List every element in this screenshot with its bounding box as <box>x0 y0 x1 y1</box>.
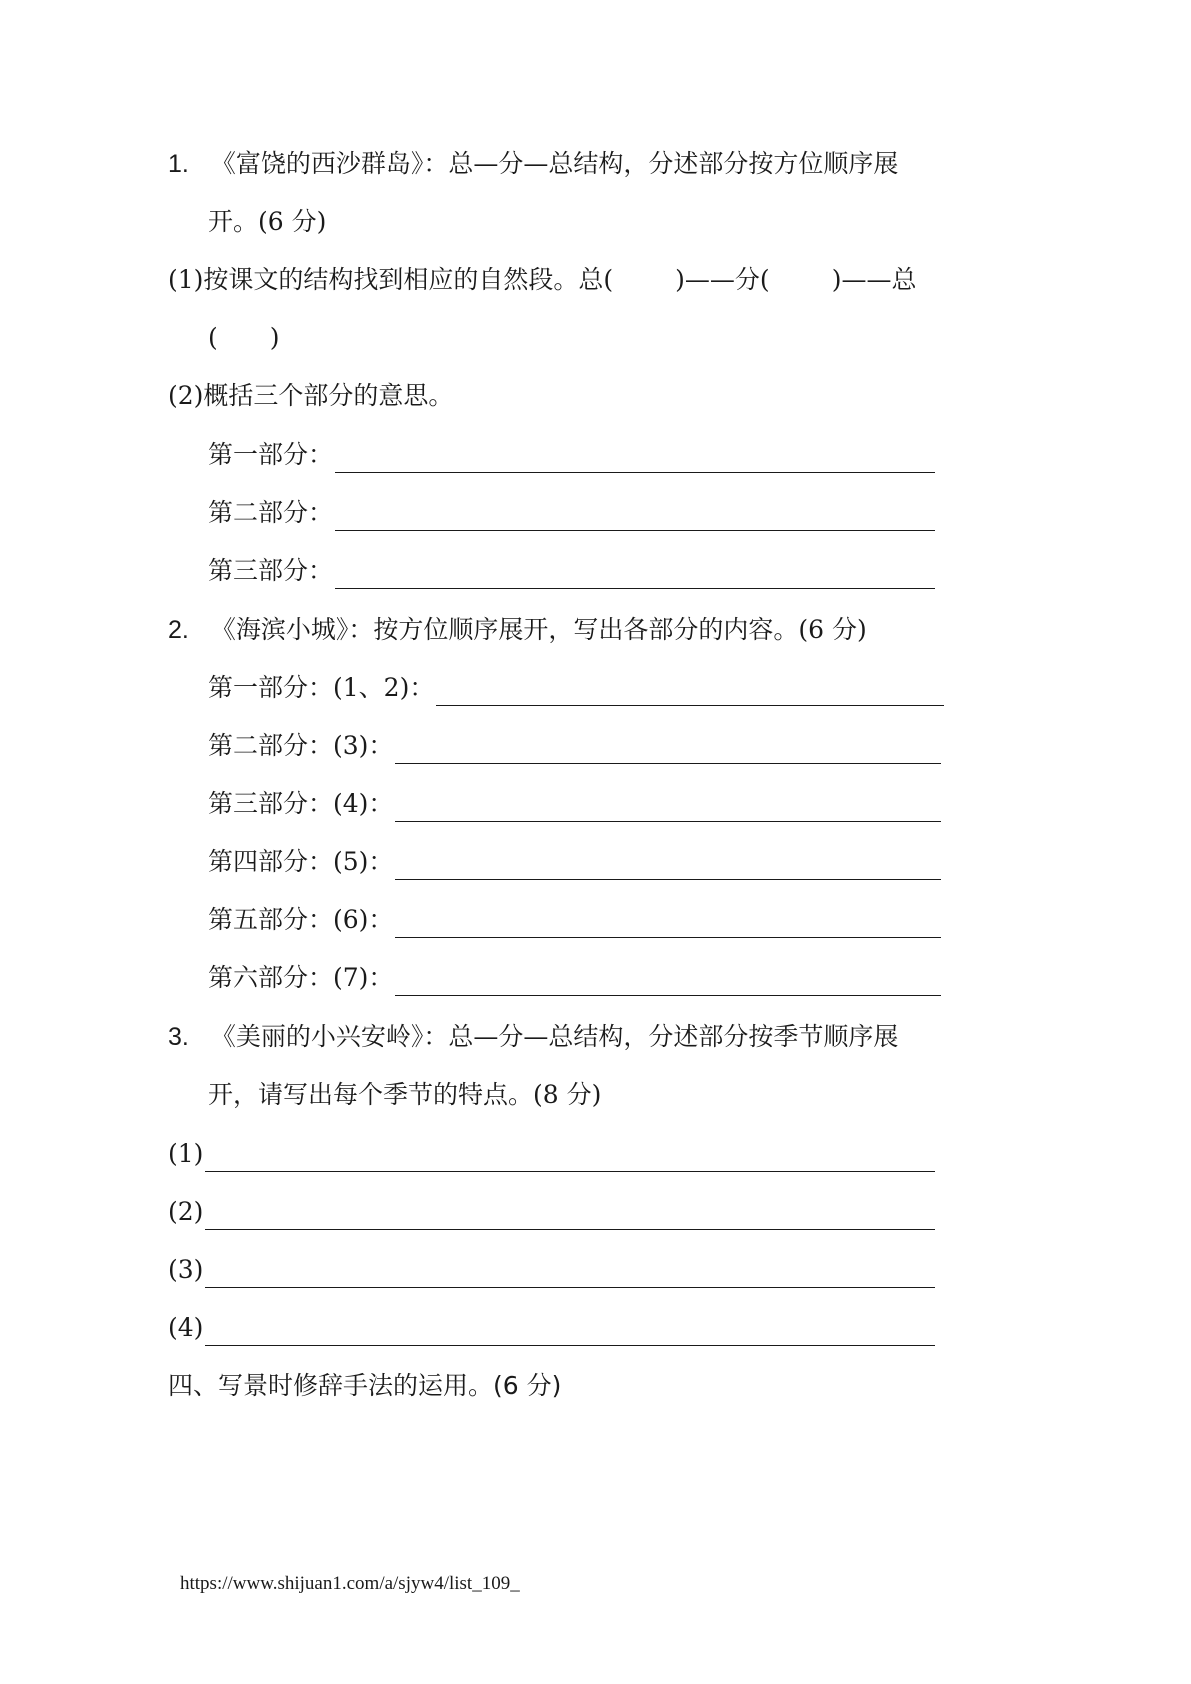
item-label: (2) <box>168 1197 204 1226</box>
item-label: (4) <box>168 1313 204 1342</box>
q3-text: 《美丽的小兴安岭》：总—分—总结构，分述部分按季节顺序展 <box>210 1022 899 1051</box>
paren-open: ( <box>208 323 218 352</box>
section-4-text: 四、写景时修辞手法的运用。(6 分) <box>168 1371 562 1400</box>
q2-text: 《海滨小城》：按方位顺序展开，写出各部分的内容。(6 分) <box>210 615 867 644</box>
q1-part-2 <box>208 495 935 531</box>
q1-sub1-a: (1)按课文的结构找到相应的自然段。总( <box>168 265 614 294</box>
q1-text: 《富饶的西沙群岛》：总—分—总结构，分述部分按方位顺序展 <box>210 149 899 178</box>
q2-part-2 <box>208 728 941 764</box>
q1-sub1-b: )——分( <box>675 265 770 294</box>
q3-heading-cont <box>208 1077 601 1113</box>
answer-line[interactable] <box>395 967 941 996</box>
item-label: (3) <box>168 1255 204 1284</box>
q1-sub1 <box>168 262 916 298</box>
answer-line[interactable] <box>335 502 935 531</box>
q1-sub2-text: (2)概括三个部分的意思。 <box>168 381 454 410</box>
answer-line[interactable] <box>395 851 941 880</box>
answer-line[interactable] <box>335 444 935 473</box>
answer-line[interactable] <box>436 677 944 706</box>
part-label: 第一部分： <box>208 440 334 469</box>
q1-heading-cont <box>208 204 326 240</box>
q2-part-3 <box>208 786 941 822</box>
part-label: 第六部分：(7)： <box>208 963 394 992</box>
q2-part-1 <box>208 670 944 706</box>
q2-heading <box>168 612 867 648</box>
q1-sub2 <box>168 378 453 414</box>
part-label: 第三部分： <box>208 556 334 585</box>
answer-line[interactable] <box>205 1143 935 1172</box>
part-label: 第四部分：(5)： <box>208 847 394 876</box>
q1-heading <box>168 146 898 182</box>
q2-number: 2. <box>168 616 189 644</box>
answer-line[interactable] <box>395 909 941 938</box>
q2-part-6 <box>208 960 941 996</box>
footer-url[interactable]: https://www.shijuan1.com/a/sjyw4/list_109_ <box>180 1573 520 1594</box>
q1-text-cont: 开。(6 分) <box>208 207 327 236</box>
q2-part-5 <box>208 902 941 938</box>
q3-item-4 <box>168 1310 935 1346</box>
q3-item-3 <box>168 1252 935 1288</box>
answer-line[interactable] <box>205 1259 935 1288</box>
q1-number: 1. <box>168 150 189 178</box>
q3-item-1 <box>168 1136 935 1172</box>
q2-part-4 <box>208 844 941 880</box>
q1-sub1-c: )——总 <box>831 265 917 294</box>
q1-sub1-cont <box>208 320 280 356</box>
q1-part-1 <box>208 437 935 473</box>
answer-line[interactable] <box>335 560 935 589</box>
part-label: 第二部分： <box>208 498 334 527</box>
part-label: 第二部分：(3)： <box>208 731 394 760</box>
part-label: 第一部分：(1、2)： <box>208 673 435 702</box>
section-4-heading <box>168 1368 561 1404</box>
paren-close: ) <box>269 323 280 352</box>
part-label: 第三部分：(4)： <box>208 789 394 818</box>
part-label: 第五部分：(6)： <box>208 905 394 934</box>
answer-line[interactable] <box>395 735 941 764</box>
q3-number: 3. <box>168 1023 189 1051</box>
answer-line[interactable] <box>205 1317 935 1346</box>
q3-item-2 <box>168 1194 935 1230</box>
item-label: (1) <box>168 1139 204 1168</box>
q3-heading <box>168 1019 898 1055</box>
answer-line[interactable] <box>395 793 941 822</box>
q1-part-3 <box>208 553 935 589</box>
q3-text-cont: 开，请写出每个季节的特点。(8 分) <box>208 1080 602 1109</box>
answer-line[interactable] <box>205 1201 935 1230</box>
